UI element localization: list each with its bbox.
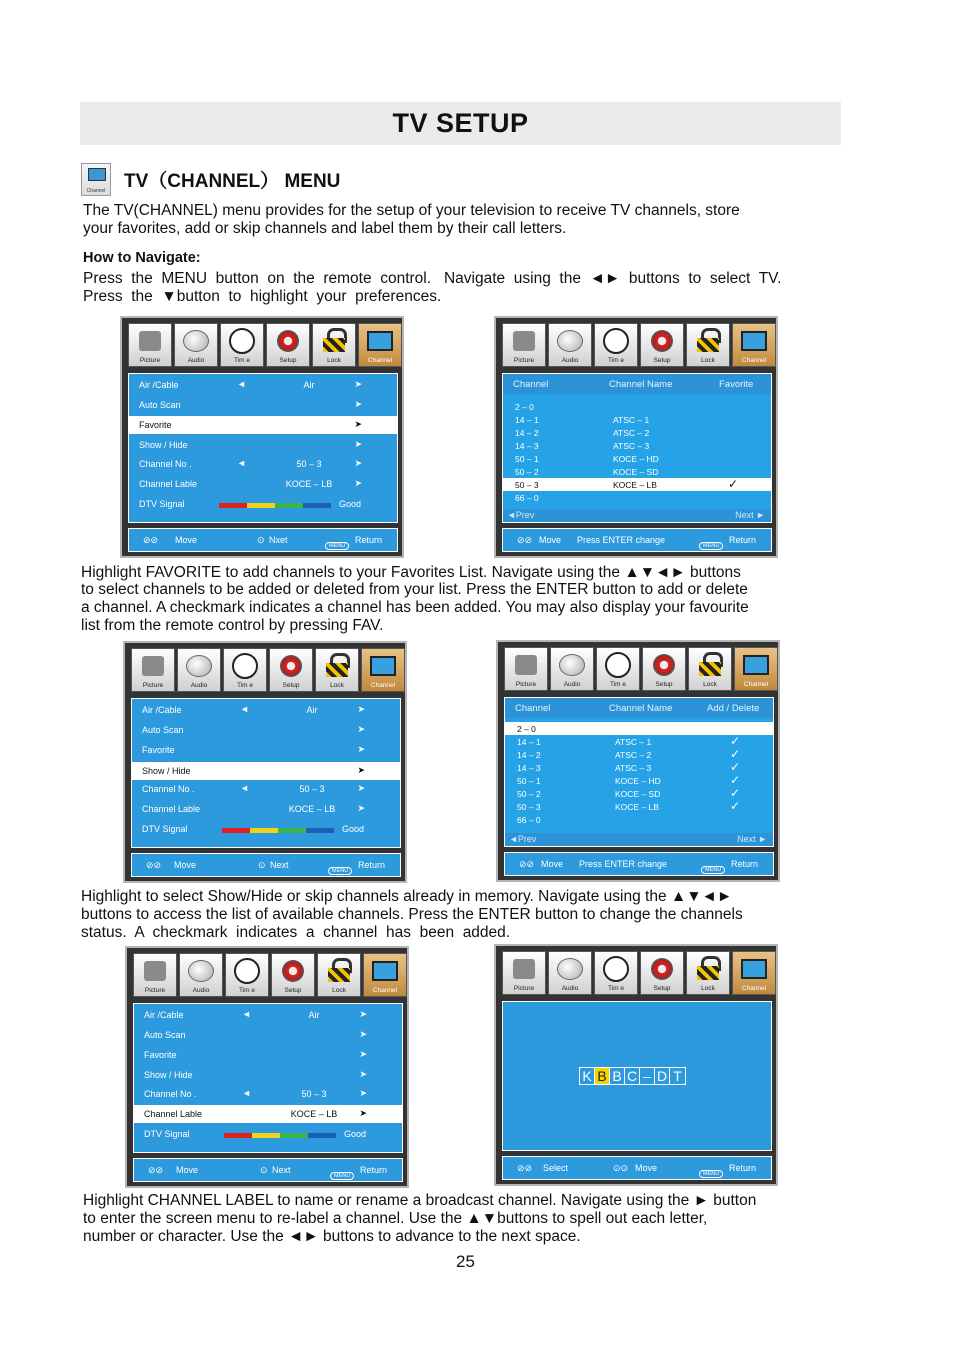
up-down-icon: ⊘⊘: [519, 859, 535, 869]
tab-channel[interactable]: Channel: [732, 951, 776, 995]
section-title: TV（CHANNEL） MENU: [124, 171, 341, 192]
menu-row-show-hide[interactable]: Show / Hide ➤: [144, 1069, 367, 1080]
lock-icon: [323, 328, 345, 354]
list-item[interactable]: 14 – 3 ATSC – 3 ✓: [517, 760, 741, 774]
list-pager: [505, 833, 773, 846]
lock-icon: [326, 653, 348, 679]
signal-strength-bar: [224, 1133, 336, 1138]
clock-icon: [234, 958, 260, 984]
clock-icon: [232, 653, 258, 679]
menu-row-show-hide[interactable]: Show / Hide ➤: [139, 439, 362, 450]
label-char-selected[interactable]: B: [595, 1068, 610, 1084]
signal-strength-bar: [222, 828, 334, 833]
menu-button-icon: MENU: [330, 1172, 354, 1180]
tv-icon: [367, 331, 393, 351]
hint-move: Move: [176, 1165, 199, 1175]
arrow-right-icon: ➤: [357, 724, 365, 734]
menu-row-dtv-signal: DTV Signal Good: [142, 824, 365, 834]
lock-icon: [699, 652, 721, 678]
list-item[interactable]: 2 – 0: [505, 722, 773, 735]
osd-bottom-bar: [131, 853, 401, 877]
tv-icon: [741, 959, 767, 979]
prev-page-button[interactable]: ◄Prev: [507, 510, 535, 520]
channel-section-icon: [81, 163, 111, 196]
tab-channel[interactable]: Channel: [361, 648, 405, 692]
menu-row-channel-label[interactable]: Channel Lable KOCE – LB ➤: [134, 1105, 402, 1123]
tab-setup[interactable]: Setup: [271, 953, 315, 997]
list-item[interactable]: 50 – 2 KOCE – SD: [515, 467, 659, 477]
clock-icon: [605, 652, 631, 678]
audio-icon: [188, 960, 214, 982]
right-icon: ⊙: [258, 860, 266, 870]
menu-row-dtv-signal: DTV Signal Good: [139, 499, 362, 509]
arrow-right-icon: ➤: [359, 1049, 367, 1059]
tab-time[interactable]: Tim e: [594, 951, 638, 995]
menu-tab-row: [128, 323, 400, 367]
arrow-left-icon: ◄: [242, 1088, 251, 1098]
up-down-icon: ⊘⊘: [517, 535, 533, 545]
hint-return: Return: [358, 860, 386, 870]
gear-icon: [651, 958, 673, 980]
osd-screen-label-menu: [125, 946, 409, 1188]
favorite-line-2: to select channels to be added or deleted from your list. Press the ENTER button to add or delete: [81, 581, 748, 598]
tab-audio[interactable]: Audio: [177, 648, 221, 692]
hint-move: Move: [541, 859, 564, 869]
menu-button-icon: MENU: [325, 542, 349, 550]
hint-return: Return: [731, 859, 759, 869]
arrow-left-icon: ◄: [242, 1009, 251, 1019]
up-down-icon: ⊘⊘: [146, 860, 162, 870]
hint-next: Next: [270, 860, 289, 870]
arrow-right-icon: ➤: [359, 1069, 367, 1079]
arrow-right-icon: ➤: [354, 379, 362, 389]
clock-icon: [603, 328, 629, 354]
list-item[interactable]: 50 – 2 KOCE – SD ✓: [517, 786, 741, 800]
lock-icon: [697, 956, 719, 982]
left-right-icon: ⊙⊙: [613, 1163, 629, 1173]
menu-tab-row: [502, 951, 774, 995]
menu-row-auto-scan[interactable]: Auto Scan ➤: [142, 724, 365, 735]
nav-heading: How to Navigate:: [83, 250, 201, 266]
tab-picture[interactable]: Picture: [504, 647, 548, 691]
tab-channel[interactable]: Channel: [358, 323, 402, 367]
tab-lock[interactable]: Lock: [315, 648, 359, 692]
list-header: Channel Channel Name Add / Delete: [505, 698, 773, 718]
list-item[interactable]: 14 – 1 ATSC – 1 ✓: [517, 734, 741, 748]
nav-line-1: Press the MENU button on the remote control. Navigate using the ◄► buttons to select TV.: [83, 270, 782, 287]
tab-setup[interactable]: Setup: [266, 323, 310, 367]
osd-screen-favorite-list: [494, 316, 778, 558]
tab-audio[interactable]: Audio: [550, 647, 594, 691]
hint-next: Nxet: [269, 535, 288, 545]
favorite-line-3: a channel. A checkmark indicates a channel has been added. You may also display your favourite: [81, 599, 749, 616]
tab-setup[interactable]: Setup: [269, 648, 313, 692]
tab-lock[interactable]: Lock: [686, 323, 730, 367]
arrow-right-icon: ➤: [354, 478, 362, 488]
camera-icon: [513, 959, 535, 979]
camera-icon: [515, 655, 537, 675]
tab-setup[interactable]: Setup: [640, 951, 684, 995]
arrow-right-icon: ➤: [357, 704, 365, 714]
menu-row-auto-scan[interactable]: Auto Scan ➤: [144, 1029, 367, 1040]
clock-icon: [603, 956, 629, 982]
tab-setup[interactable]: Setup: [640, 323, 684, 367]
lock-icon: [328, 958, 350, 984]
arrow-left-icon: ◄: [240, 783, 249, 793]
tv-icon: [372, 961, 398, 981]
checkmark-icon: ✓: [730, 799, 741, 813]
add-delete-list-panel: [504, 697, 774, 847]
up-down-icon: ⊘⊘: [143, 535, 159, 545]
arrow-right-icon: ➤: [359, 1088, 367, 1098]
menu-row-air-cable[interactable]: Air /Cable ◄ Air ➤: [144, 1009, 367, 1020]
intro-line-2: your favorites, add or skip channels and label them by their call letters.: [83, 220, 567, 237]
arrow-right-icon: ➤: [357, 783, 365, 793]
menu-tab-row: [131, 648, 403, 692]
arrow-right-icon: ➤: [354, 419, 362, 429]
gear-icon: [277, 330, 299, 352]
checkmark-icon: ✓: [730, 747, 741, 761]
list-item[interactable]: 66 – 0: [515, 493, 539, 503]
menu-row-auto-scan[interactable]: Auto Scan ➤: [139, 399, 362, 410]
camera-icon: [142, 656, 164, 676]
checkmark-icon: ✓: [728, 477, 739, 491]
next-page-button[interactable]: Next ►: [735, 510, 765, 520]
tab-picture[interactable]: Picture: [502, 951, 546, 995]
tab-lock[interactable]: Lock: [317, 953, 361, 997]
label-editor-panel: [502, 1001, 772, 1151]
tab-audio[interactable]: Audio: [548, 323, 592, 367]
list-header: Channel Channel Name Favorite: [503, 374, 771, 394]
audio-icon: [557, 330, 583, 352]
menu-row-favorite[interactable]: Favorite ➤: [144, 1049, 367, 1060]
arrow-right-icon: ➤: [357, 744, 365, 754]
tab-time[interactable]: Tim e: [596, 647, 640, 691]
checkmark-icon: ✓: [730, 760, 741, 774]
arrow-left-icon: ◄: [237, 379, 246, 389]
checkmark-icon: ✓: [730, 773, 741, 787]
camera-icon: [144, 961, 166, 981]
label-char[interactable]: D: [655, 1068, 670, 1084]
hint-return: Return: [729, 535, 757, 545]
gear-icon: [651, 330, 673, 352]
hint-next: Next: [272, 1165, 291, 1175]
menu-row-air-cable[interactable]: Air /Cable ◄ Air ➤: [142, 704, 365, 715]
menu-row-channel-no[interactable]: Channel No . ◄ 50 – 3 ➤: [139, 458, 362, 469]
tab-channel[interactable]: Channel: [732, 323, 776, 367]
arrow-right-icon: ➤: [359, 1009, 367, 1019]
tab-picture[interactable]: Picture: [133, 953, 177, 997]
label-char[interactable]: K: [580, 1068, 595, 1084]
arrow-right-icon: ➤: [357, 765, 365, 775]
lock-icon: [697, 328, 719, 354]
favorite-line-4: list from the remote control by pressing FAV.: [81, 617, 384, 634]
prev-page-button[interactable]: ◄Prev: [509, 834, 537, 844]
osd-bottom-bar: [133, 1158, 403, 1182]
checkmark-icon: ✓: [730, 734, 741, 748]
channel-menu-panel: [128, 373, 398, 523]
audio-icon: [186, 655, 212, 677]
tab-picture[interactable]: Picture: [128, 323, 172, 367]
tab-lock[interactable]: Lock: [688, 647, 732, 691]
page-title: TV SETUP: [392, 108, 529, 138]
menu-row-show-hide[interactable]: Show / Hide ➤: [132, 762, 400, 780]
tab-picture[interactable]: Picture: [502, 323, 546, 367]
camera-icon: [513, 331, 535, 351]
osd-screen-favorite-menu: [120, 316, 404, 558]
arrow-left-icon: ◄: [240, 704, 249, 714]
list-item[interactable]: 50 – 3 KOCE – LB ✓: [503, 478, 771, 491]
list-item[interactable]: 14 – 3 ATSC – 3: [515, 441, 650, 451]
tab-channel[interactable]: Channel: [363, 953, 407, 997]
label-char[interactable]: –: [640, 1068, 655, 1084]
favorite-line-1: Highlight FAVORITE to add channels to your Favorites List. Navigate using the ▲▼◄► buttons: [81, 564, 741, 581]
list-item[interactable]: 14 – 1 ATSC – 1: [515, 415, 650, 425]
gear-icon: [280, 655, 302, 677]
gear-icon: [653, 654, 675, 676]
tab-time[interactable]: Tim e: [223, 648, 267, 692]
checkmark-icon: ✓: [730, 786, 741, 800]
osd-screen-showhide-menu: [123, 641, 407, 883]
menu-row-channel-label[interactable]: Channel Lable KOCE – LB ➤: [142, 803, 365, 814]
tab-setup[interactable]: Setup: [642, 647, 686, 691]
hint-select: Select: [543, 1163, 569, 1173]
menu-button-icon: MENU: [699, 542, 723, 550]
menu-row-dtv-signal: DTV Signal Good: [144, 1129, 367, 1139]
osd-bottom-bar: [128, 528, 398, 552]
hint-move: Move: [635, 1163, 658, 1173]
tv-icon: [741, 331, 767, 351]
up-down-icon: ⊘⊘: [148, 1165, 164, 1175]
right-icon: ⊙: [257, 535, 265, 545]
tv-icon: [370, 656, 396, 676]
arrow-right-icon: ➤: [354, 458, 362, 468]
osd-bottom-bar: [504, 852, 774, 876]
list-item[interactable]: 14 – 2 ATSC – 2 ✓: [517, 747, 741, 761]
channel-menu-panel: [133, 1003, 403, 1153]
list-pager: [503, 509, 771, 522]
tv-icon: [88, 168, 106, 181]
audio-icon: [557, 958, 583, 980]
tv-icon: [743, 655, 769, 675]
list-item[interactable]: 50 – 1 KOCE – HD ✓: [517, 773, 741, 787]
showhide-line-1: Highlight to select Show/Hide or skip channels already in memory. Navigate using the ▲▼◄►: [81, 888, 733, 905]
menu-tab-row: [504, 647, 776, 691]
tab-audio[interactable]: Audio: [548, 951, 592, 995]
hint-return: Return: [355, 535, 383, 545]
channel-label-input[interactable]: [579, 1067, 686, 1085]
arrow-right-icon: ➤: [354, 399, 362, 409]
tab-time[interactable]: Tim e: [220, 323, 264, 367]
page-number: 25: [456, 1252, 475, 1271]
hint-press-enter: Press ENTER change: [577, 535, 666, 545]
menu-button-icon: MENU: [328, 867, 352, 875]
list-item[interactable]: 2 – 0: [515, 402, 534, 412]
tab-lock[interactable]: Lock: [686, 951, 730, 995]
menu-tab-row: [502, 323, 774, 367]
arrow-right-icon: ➤: [359, 1029, 367, 1039]
gear-icon: [282, 960, 304, 982]
clock-icon: [229, 328, 255, 354]
favorite-list-panel: [502, 373, 772, 523]
audio-icon: [183, 330, 209, 352]
list-item[interactable]: 50 – 1 KOCE – HD: [515, 454, 659, 464]
arrow-right-icon: ➤: [354, 439, 362, 449]
osd-screen-showhide-list: [496, 640, 780, 882]
right-icon: ⊙: [260, 1165, 268, 1175]
menu-row-channel-no[interactable]: Channel No . ◄ 50 – 3 ➤: [144, 1088, 367, 1099]
menu-row-favorite[interactable]: Favorite ➤: [142, 744, 365, 755]
nav-line-2: Press the ▼button to highlight your preferences.: [83, 288, 442, 305]
next-page-button[interactable]: Next ►: [737, 834, 767, 844]
tab-time[interactable]: Tim e: [225, 953, 269, 997]
intro-line-1: The TV(CHANNEL) menu provides for the setup of your television to receive TV channels, store: [83, 202, 740, 219]
arrow-right-icon: ➤: [359, 1108, 367, 1118]
menu-row-favorite[interactable]: Favorite ➤: [129, 416, 397, 434]
menu-button-icon: MENU: [701, 866, 725, 874]
hint-move: Move: [175, 535, 198, 545]
hint-move: Move: [539, 535, 562, 545]
menu-row-channel-label[interactable]: Channel Lable KOCE – LB ➤: [139, 478, 362, 489]
tab-picture[interactable]: Picture: [131, 648, 175, 692]
tab-audio[interactable]: Audio: [179, 953, 223, 997]
label-char[interactable]: C: [625, 1068, 640, 1084]
osd-screen-label-editor: [494, 944, 778, 1186]
section-icon-label: Channel: [86, 188, 106, 194]
showhide-line-2: buttons to access the list of available channels. Press the ENTER button to change the channels: [81, 906, 743, 923]
hint-press-enter: Press ENTER change: [579, 859, 668, 869]
menu-row-air-cable[interactable]: Air /Cable ◄ Air ➤: [139, 379, 362, 390]
up-down-icon: ⊘⊘: [517, 1163, 533, 1173]
menu-row-channel-no[interactable]: Channel No . ◄ 50 – 3 ➤: [142, 783, 365, 794]
tab-channel[interactable]: Channel: [734, 647, 778, 691]
hint-return: Return: [729, 1163, 757, 1173]
showhide-line-3: status. A checkmark indicates a channel has been added.: [81, 924, 511, 941]
tab-audio[interactable]: Audio: [174, 323, 218, 367]
tab-time[interactable]: Tim e: [594, 323, 638, 367]
label-char[interactable]: T: [673, 1068, 682, 1084]
list-item[interactable]: 14 – 2 ATSC – 2: [515, 428, 650, 438]
signal-strength-bar: [219, 503, 331, 508]
label-char[interactable]: B: [610, 1068, 625, 1084]
title-bar: [80, 102, 841, 145]
label-line-3: number or character. Use the ◄► buttons to advance to the next space.: [83, 1228, 581, 1245]
hint-return: Return: [360, 1165, 388, 1175]
camera-icon: [139, 331, 161, 351]
list-item[interactable]: 50 – 3 KOCE – LB ✓: [517, 799, 741, 813]
osd-bottom-bar: [502, 528, 772, 552]
list-item[interactable]: 66 – 0: [517, 815, 541, 825]
menu-button-icon: MENU: [699, 1170, 723, 1178]
osd-bottom-bar: [502, 1156, 772, 1180]
arrow-left-icon: ◄: [237, 458, 246, 468]
hint-move: Move: [174, 860, 197, 870]
menu-tab-row: [133, 953, 405, 997]
channel-menu-panel: [131, 698, 401, 848]
arrow-right-icon: ➤: [357, 803, 365, 813]
tab-lock[interactable]: Lock: [312, 323, 356, 367]
label-line-2: to enter the screen menu to re-label a channel. Use the ▲▼buttons to spell out each letter,: [83, 1210, 708, 1227]
audio-icon: [559, 654, 585, 676]
label-line-1: Highlight CHANNEL LABEL to name or rename a broadcast channel. Navigate using the ► button: [83, 1192, 757, 1209]
